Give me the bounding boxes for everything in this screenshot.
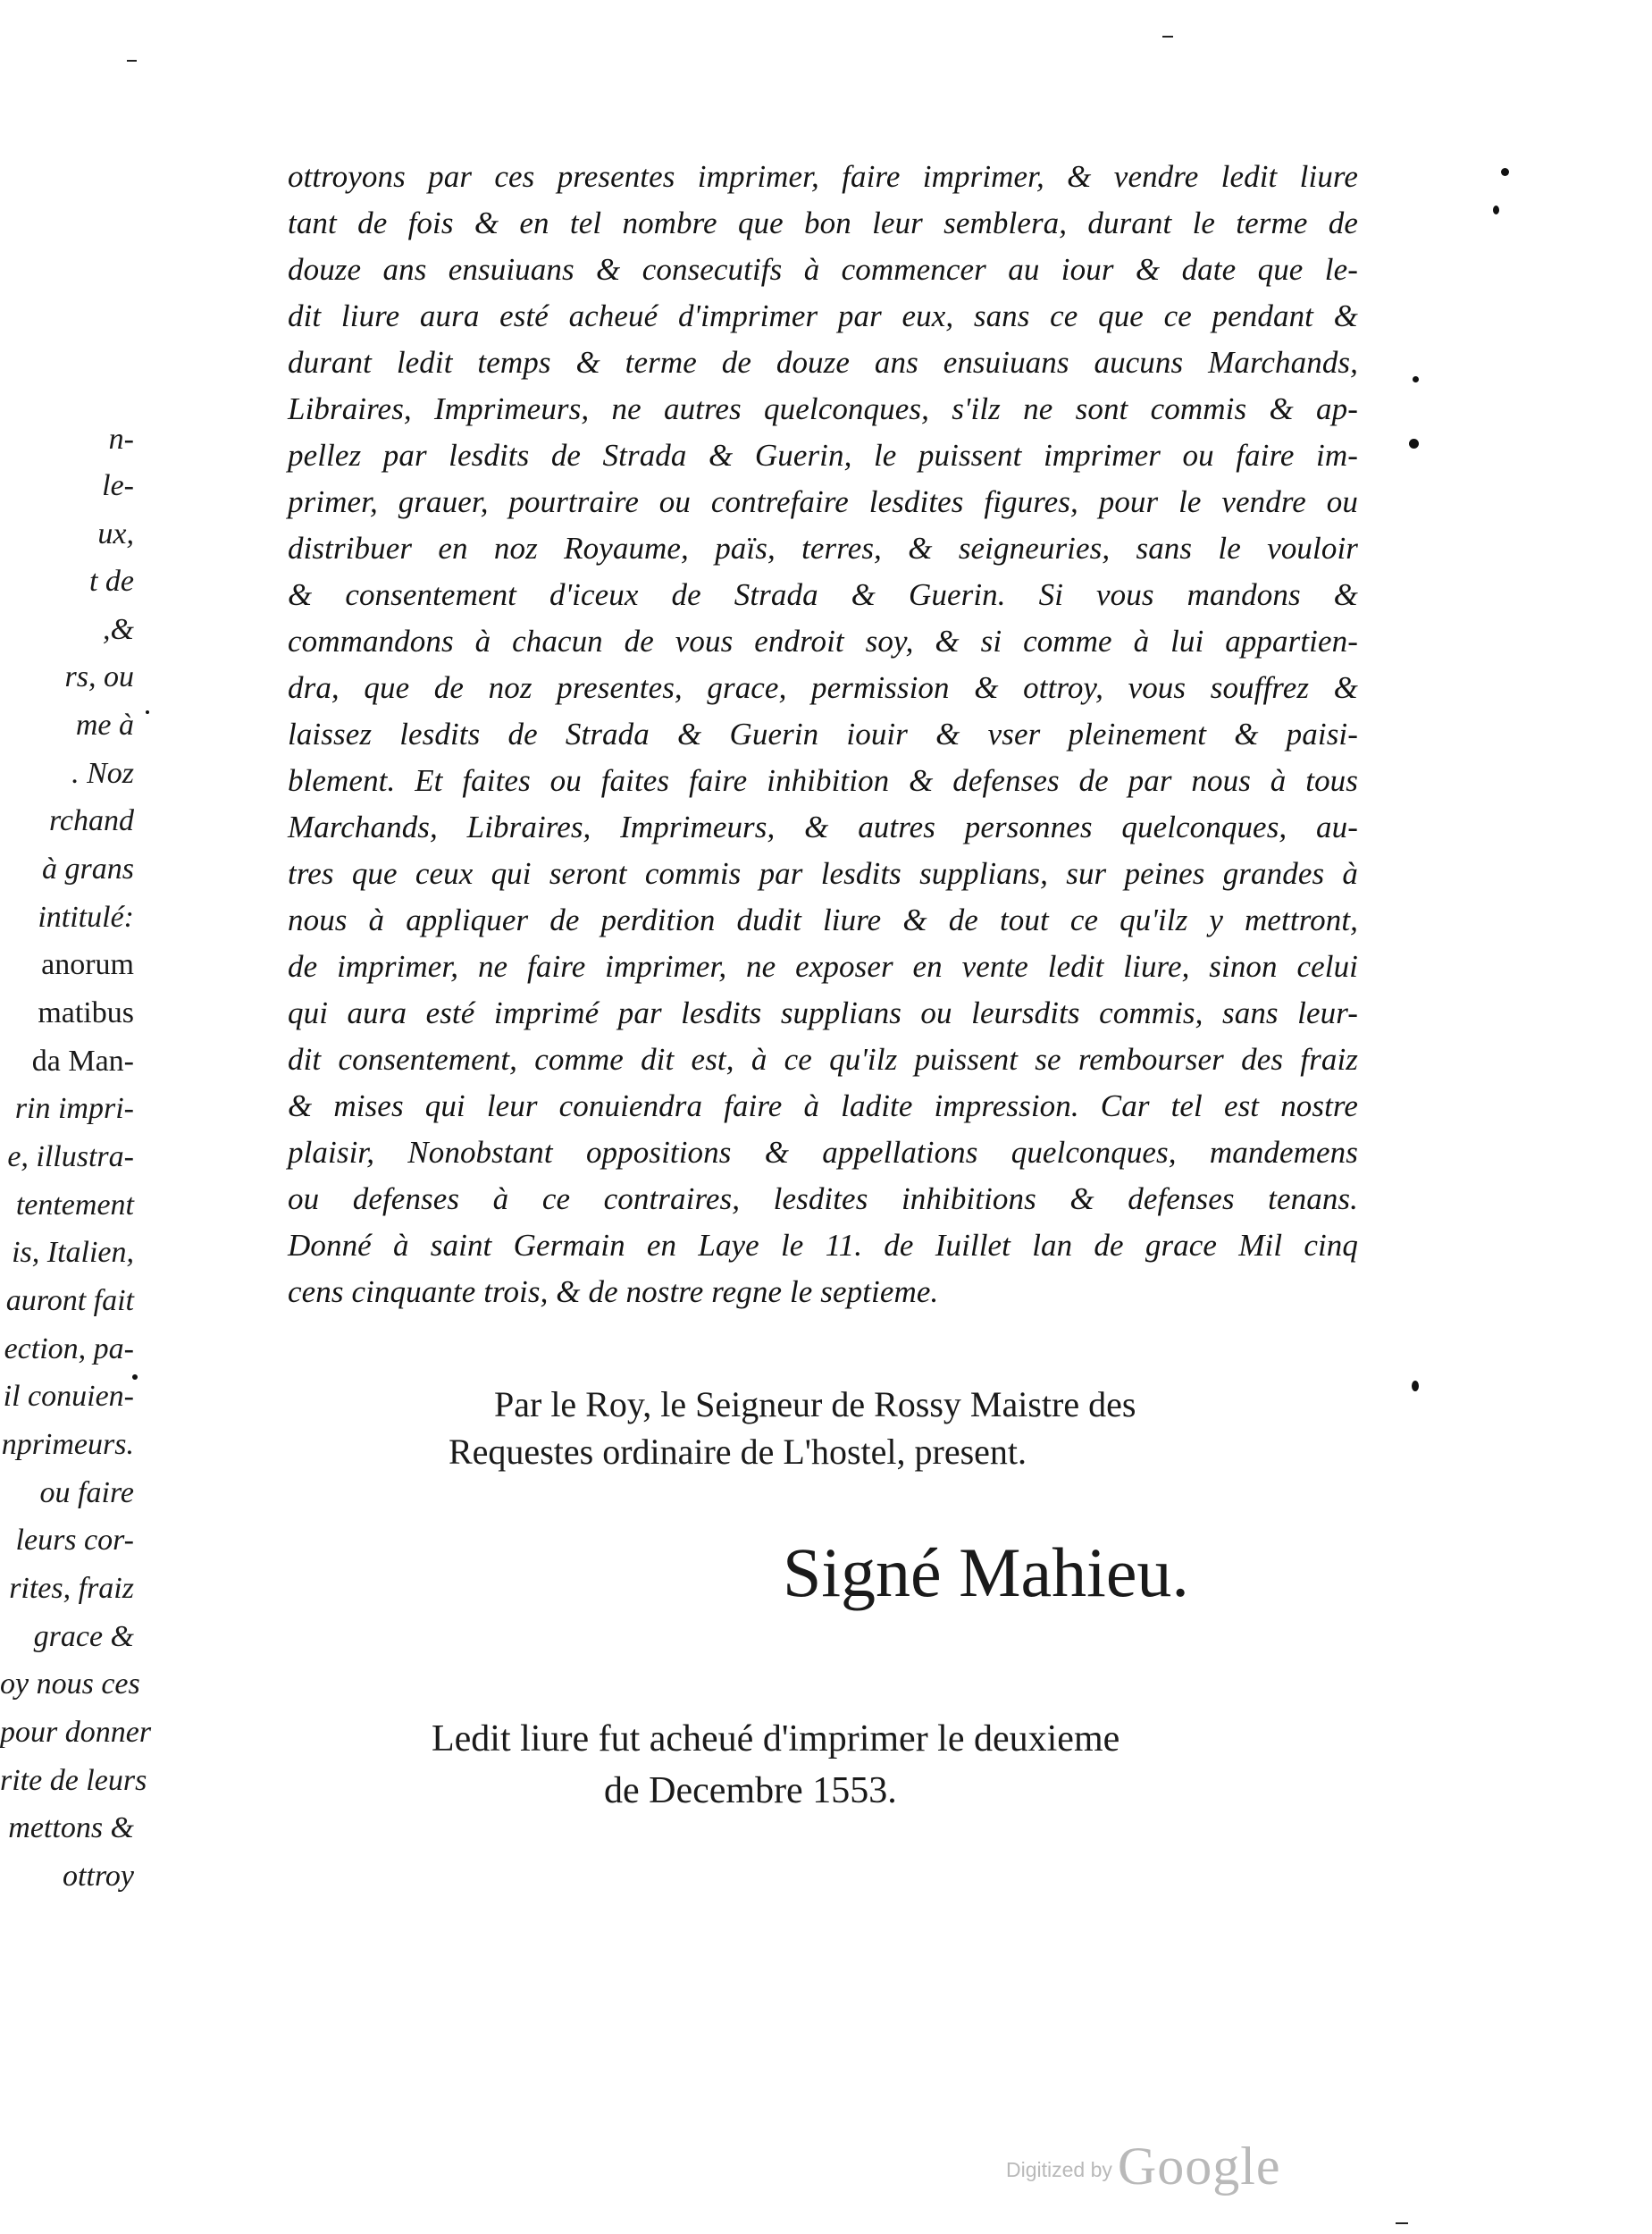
text-line: tant de fois & en tel nombre que bon leur semblera, durant le terme de bbox=[288, 206, 1358, 240]
text-line: pellez par lesdits de Strada & Guerin, le puissent imprimer ou faire im- bbox=[288, 438, 1358, 473]
ink-dot bbox=[1501, 168, 1509, 176]
ink-mark bbox=[1162, 36, 1173, 38]
margin-fragment: mettons & bbox=[8, 1811, 134, 1844]
text-line: tres que ceux qui seront commis par lesdits supplians, sur peines grandes à bbox=[288, 856, 1358, 891]
margin-fragment: ,& bbox=[103, 613, 134, 646]
signature: Signé Mahieu. bbox=[783, 1533, 1189, 1611]
attestation-line-2: Requestes ordinaire de L'hostel, present. bbox=[449, 1432, 1027, 1472]
google-logo: Google bbox=[1117, 2137, 1281, 2196]
watermark-prefix: Digitized by bbox=[1006, 2158, 1112, 2181]
text-line: commandons à chacun de vous endroit soy, & si comme à lui appartien- bbox=[288, 624, 1358, 659]
text-line: blement. Et faites ou faites faire inhibition & defenses de par nous à tous bbox=[288, 763, 1358, 798]
ink-dot bbox=[1493, 206, 1499, 214]
margin-fragment: anorum bbox=[41, 948, 134, 981]
margin-fragment: le- bbox=[102, 469, 134, 502]
margin-fragment: me à bbox=[75, 709, 134, 742]
margin-fragment: intitulé: bbox=[38, 901, 134, 934]
margin-fragment: rchand bbox=[48, 804, 134, 837]
colophon-line-1: Ledit liure fut acheué d'imprimer le deuxieme bbox=[432, 1718, 1120, 1759]
text-line: & consentement d'iceux de Strada & Guerin. Si vous mandons & bbox=[288, 577, 1358, 612]
text-line: nous à appliquer de perdition dudit liure & de tout ce qu'ilz y mettront, bbox=[288, 903, 1358, 937]
margin-fragment: rs, ou bbox=[64, 660, 134, 693]
margin-fragment: grace & bbox=[33, 1620, 134, 1653]
text-line: dra, que de noz presentes, grace, permission & ottroy, vous souffrez & bbox=[288, 670, 1358, 705]
text-line: ottroyons par ces presentes imprimer, faire imprimer, & vendre ledit liure bbox=[288, 159, 1358, 194]
text-line: de imprimer, ne faire imprimer, ne exposer en vente ledit liure, sinon celui bbox=[288, 949, 1358, 984]
text-line: dit liure aura esté acheué d'imprimer par eux, sans ce que ce pendant & bbox=[288, 298, 1358, 333]
margin-fragment: . Noz bbox=[71, 757, 134, 790]
ink-dot bbox=[132, 1374, 138, 1380]
text-line: douze ans ensuiuans & consecutifs à commencer au iour & date que le- bbox=[288, 252, 1358, 287]
digitized-watermark bbox=[1006, 2136, 1281, 2197]
privilege-text-block bbox=[288, 154, 1358, 1315]
text-line: Donné à saint Germain en Laye le 11. de Iuillet lan de grace Mil cinq bbox=[288, 1228, 1358, 1263]
margin-fragment: leurs cor- bbox=[15, 1524, 134, 1557]
margin-fragment: ection, pa- bbox=[4, 1332, 134, 1365]
margin-fragment: rites, fraiz bbox=[9, 1572, 134, 1605]
margin-fragment: auront fait bbox=[5, 1284, 134, 1317]
ink-dot bbox=[1409, 439, 1419, 449]
margin-fragment: oy nous ces bbox=[0, 1667, 140, 1701]
margin-fragment: e, illustra- bbox=[7, 1140, 134, 1173]
margin-fragment: t de bbox=[88, 565, 134, 598]
text-line: durant ledit temps & terme de douze ans ensuiuans aucuns Marchands, bbox=[288, 345, 1358, 380]
margin-fragment: nprimeurs. bbox=[1, 1428, 134, 1461]
margin-fragment: tentement bbox=[15, 1188, 134, 1222]
text-line: ou defenses à ce contraires, lesdites inhibitions & defenses tenans. bbox=[288, 1181, 1358, 1216]
ink-mark bbox=[127, 60, 137, 62]
ink-dot bbox=[1413, 376, 1419, 382]
margin-fragment: ottroy bbox=[63, 1860, 134, 1893]
text-line: qui aura esté imprimé par lesdits supplians ou leursdits commis, sans leur- bbox=[288, 995, 1358, 1030]
text-line: Libraires, Imprimeurs, ne autres quelconques, s'ilz ne sont commis & ap- bbox=[288, 391, 1358, 426]
margin-fragment: matibus bbox=[38, 996, 134, 1029]
margin-fragment: rite de leurs bbox=[0, 1764, 147, 1797]
margin-fragment: ou faire bbox=[39, 1476, 134, 1509]
attestation-line-1: Par le Roy, le Seigneur de Rossy Maistre des bbox=[494, 1384, 1136, 1424]
ink-dot bbox=[146, 710, 149, 714]
text-line: plaisir, Nonobstant oppositions & appellations quelconques, mandemens bbox=[288, 1135, 1358, 1170]
text-line: & mises qui leur conuiendra faire à ladite impression. Car tel est nostre bbox=[288, 1088, 1358, 1123]
colophon-line-2: de Decembre 1553. bbox=[604, 1770, 897, 1811]
text-line: distribuer en noz Royaume, païs, terres, & seigneuries, sans le vouloir bbox=[288, 531, 1358, 566]
margin-fragment: da Man- bbox=[31, 1045, 134, 1078]
margin-fragment: ux, bbox=[97, 517, 134, 550]
ink-mark bbox=[1396, 2222, 1408, 2224]
text-line: dit consentement, comme dit est, à ce qu'ilz puissent se rembourser des fraiz bbox=[288, 1042, 1358, 1077]
ink-dot bbox=[1412, 1381, 1419, 1391]
margin-fragment: à grans bbox=[42, 852, 134, 886]
text-line: laissez lesdits de Strada & Guerin iouir & vser pleinement & paisi- bbox=[288, 717, 1358, 752]
text-line: primer, grauer, pourtraire ou contrefaire lesdites figures, pour le vendre ou bbox=[288, 484, 1358, 519]
text-line: cens cinquante trois, & de nostre regne le septieme. bbox=[288, 1274, 939, 1309]
text-line: Marchands, Libraires, Imprimeurs, & autres personnes quelconques, au- bbox=[288, 810, 1358, 844]
margin-fragment: rin impri- bbox=[14, 1092, 134, 1125]
margin-fragment: n- bbox=[108, 423, 134, 456]
margin-fragment: il conuien- bbox=[3, 1380, 134, 1413]
margin-fragment: pour donner bbox=[0, 1716, 152, 1749]
margin-fragment: is, Italien, bbox=[12, 1236, 134, 1269]
